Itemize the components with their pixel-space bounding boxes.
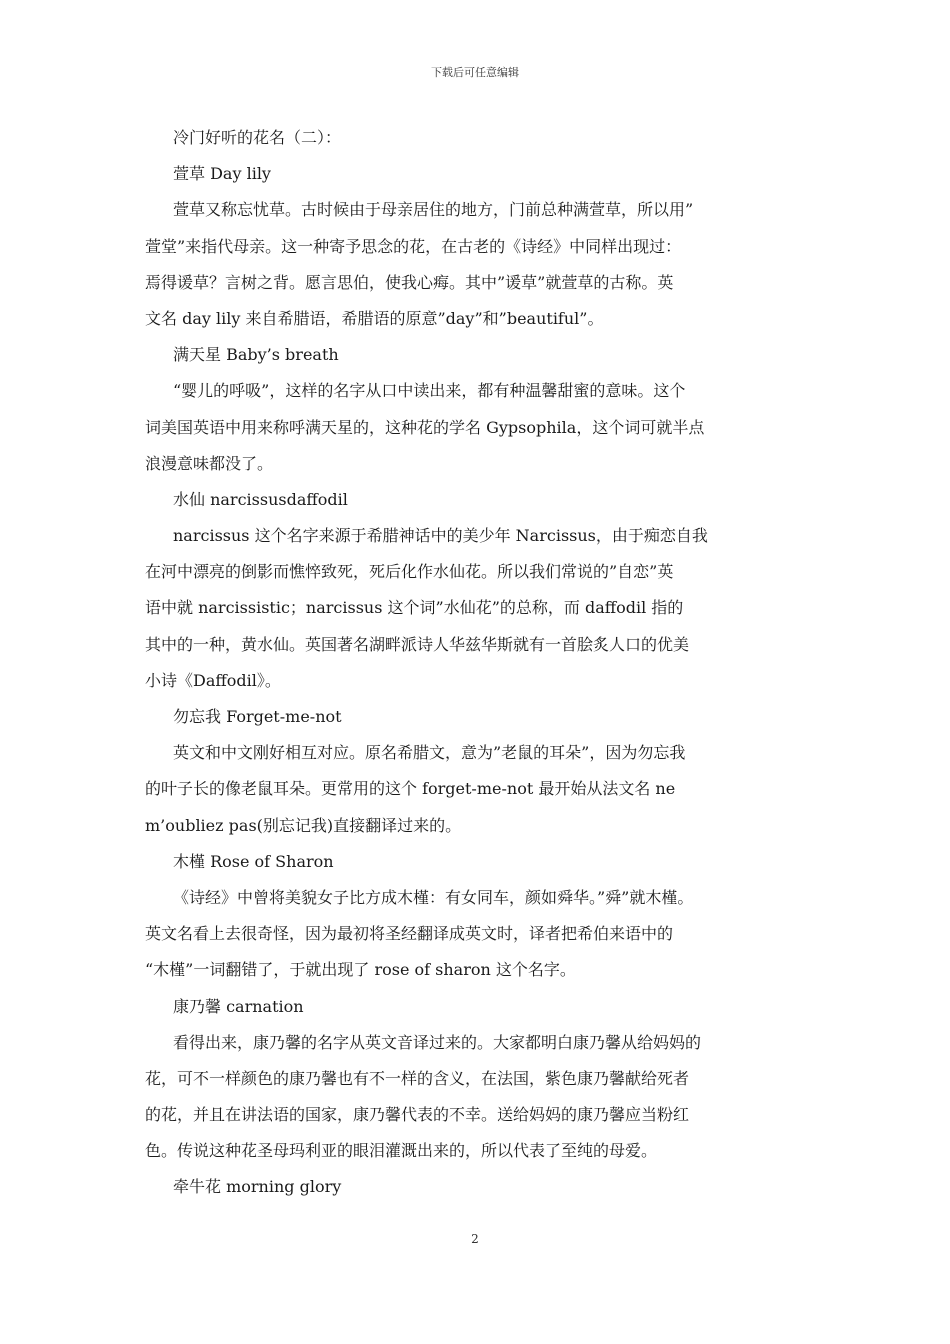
paragraph-line: 色。传说这种花圣母玛利亚的眼泪灌溉出来的，所以代表了至纯的母爱。 — [145, 1141, 658, 1161]
flower-title: 满天星 Baby’s breath — [173, 345, 339, 365]
page-header: 下载后可任意编辑 — [431, 66, 519, 79]
paragraph-line: 的叶子长的像老鼠耳朵。更常用的这个 forget-me-not 最开始从法文名 ne — [145, 779, 676, 799]
paragraph-line: “木槿”一词翻错了，于就出现了 rose of sharon 这个名字。 — [145, 960, 576, 980]
paragraph-line: 焉得谖草？言树之背。愿言思伯，使我心痗。其中”谖草”就萱草的古称。英 — [145, 272, 674, 292]
paragraph-line: m’oubliez pas(别忘记我)直接翻译过来的。 — [145, 815, 462, 835]
page-number: 2 — [471, 1232, 479, 1246]
paragraph-line: 其中的一种，黄水仙。英国著名湖畔派诗人华兹华斯就有一首脍炙人口的优美 — [145, 634, 690, 654]
flower-title: 勿忘我 Forget-me-not — [173, 707, 342, 726]
paragraph-line: “婴儿的呼吸”，这样的名字从口中读出来，都有种温馨甜蜜的意味。这个 — [173, 381, 686, 401]
paragraph-line: 文名 day lily 来自希腊语，希腊语的原意”day”和”beautiful”。 — [145, 308, 604, 328]
paragraph-line: 浪漫意味都没了。 — [145, 453, 274, 473]
paragraph-line: 词美国英语中用来称呼满天星的，这种花的学名 Gypsophila，这个词可就半点 — [145, 417, 705, 437]
paragraph-line: 看得出来，康乃馨的名字从英文音译过来的。大家都明白康乃馨从给妈妈的 — [173, 1032, 702, 1052]
flower-title: 木槿 Rose of Sharon — [173, 851, 334, 871]
paragraph-line: 小诗《Daffodil》。 — [145, 670, 281, 690]
paragraph-line: 英文和中文刚好相互对应。原名希腊文，意为”老鼠的耳朵”，因为勿忘我 — [173, 743, 686, 763]
paragraph-line: 的花，并且在讲法语的国家，康乃馨代表的不幸。送给妈妈的康乃馨应当粉红 — [145, 1105, 690, 1125]
paragraph-line: 语中就 narcissistic；narcissus 这个词”水仙花”的总称，而 daffodil 指的 — [145, 598, 684, 618]
flower-title: 萱草 Day lily — [173, 164, 271, 184]
paragraph-line: 萱堂”来指代母亲。这一种寄予思念的花，在古老的《诗经》中同样出现过： — [145, 236, 682, 256]
document-body — [145, 120, 807, 1206]
flower-title: 水仙 narcissusdaffodil — [173, 489, 348, 509]
paragraph-line: 英文名看上去很奇怪，因为最初将圣经翻译成英文时，译者把希伯来语中的 — [145, 924, 674, 944]
paragraph-line: 《诗经》中曾将美貌女子比方成木槿：有女同车，颜如舜华。”舜”就木槿。 — [173, 887, 694, 907]
paragraph-line: 萱草又称忘忧草。古时候由于母亲居住的地方，门前总种满萱草，所以用” — [173, 200, 694, 220]
flower-title: 牵牛花 morning glory — [173, 1177, 342, 1197]
flower-title: 康乃馨 carnation — [173, 996, 304, 1016]
paragraph-line: narcissus 这个名字来源于希腊神话中的美少年 Narcissus，由于痴恋自我 — [173, 526, 708, 546]
section-heading: 冷门好听的花名（二）： — [173, 128, 342, 147]
paragraph-line: 花，可不一样颜色的康乃馨也有不一样的含义，在法国，紫色康乃馨献给死者 — [145, 1068, 690, 1088]
paragraph-line: 在河中漂亮的倒影而憔悴致死，死后化作水仙花。所以我们常说的”自恋”英 — [145, 562, 674, 582]
